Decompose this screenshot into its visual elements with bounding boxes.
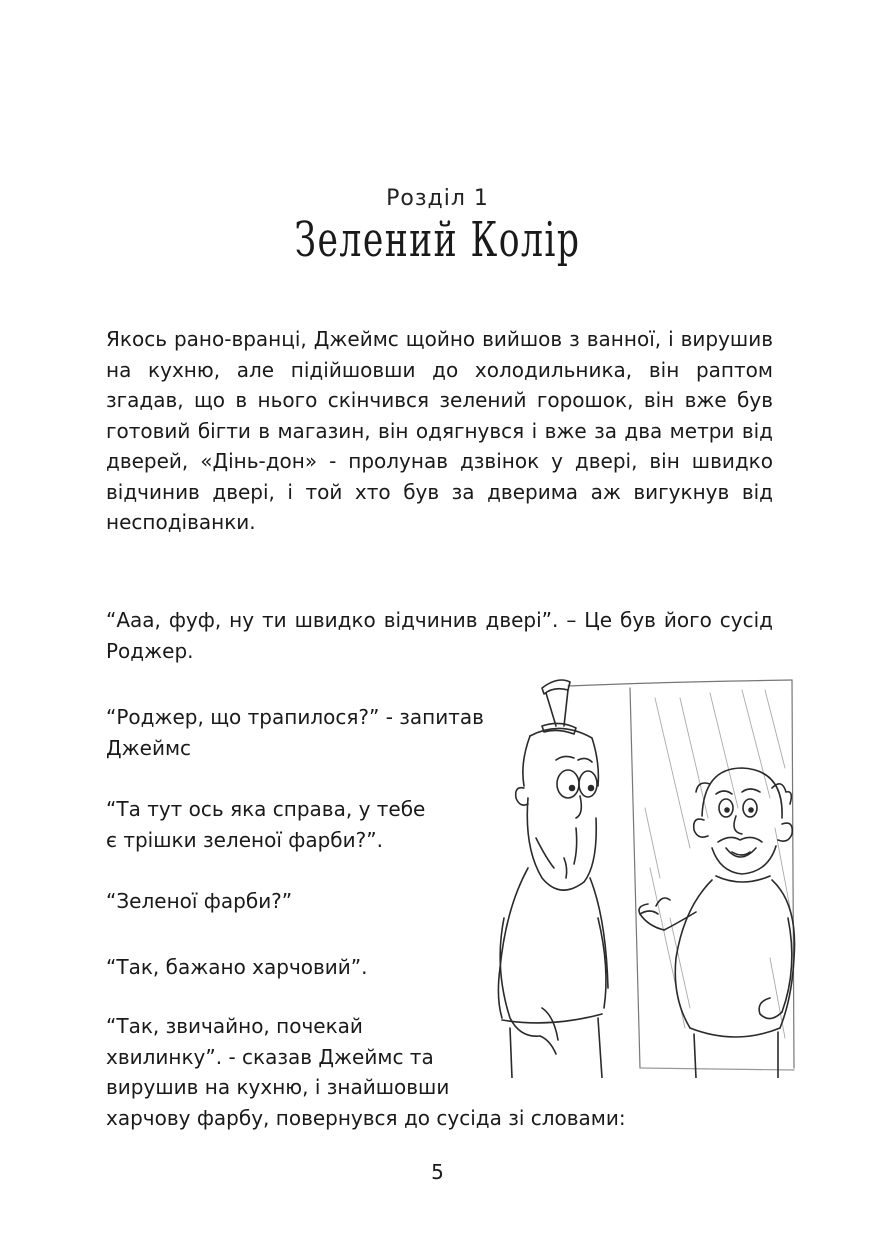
narration-line: “Так, звичайно, почекай	[106, 1014, 363, 1038]
paragraph-green-paint: “Зеленої фарби?”	[106, 889, 293, 913]
paragraph-food-grade: “Так, бажано харчовий”.	[106, 955, 368, 979]
paragraph-roger-arrives: “Ааа, фуф, ну ти швидко відчинив двері”. – Це був його сусід Роджер.	[106, 608, 773, 663]
chapter-label: Розділ 1	[386, 186, 489, 211]
dialogue-line: “Та тут ось яка справа, у тебе	[106, 797, 426, 821]
dialogue-line: є трішки зеленої фарби?”.	[106, 827, 383, 852]
narration-line: вирушив на кухню, і знайшовши	[106, 1075, 450, 1099]
chapter-title: Зелений Колір	[294, 212, 581, 268]
dialogue-line: Джеймс	[106, 735, 192, 760]
dialogue-line: “Роджер, що трапилося?” - запитав	[106, 705, 484, 729]
page-number: 5	[431, 1160, 444, 1184]
paragraph-intro: Якось рано-вранці, Джеймс щойно вийшов з ванної, і вирушив на кухню, але підійшовши до холодильника, він раптом згадав, що в нього скінчився зелений горошок, він вже був готовий бігти в магазин, він одягнувся і вже за два метри від дверей, «Дінь-дон» - пролунав дзвінок у двері, він швидко відчинив двері, і той хто був за дверима аж вигукнув від несподіванки.	[106, 327, 773, 534]
narration-line: хвилинку”. - сказав Джеймс та	[106, 1044, 434, 1069]
sketch-two-men-at-door-icon	[480, 668, 800, 1078]
narration-line: харчову фарбу, повернувся до сусіда зі словами:	[106, 1105, 626, 1130]
